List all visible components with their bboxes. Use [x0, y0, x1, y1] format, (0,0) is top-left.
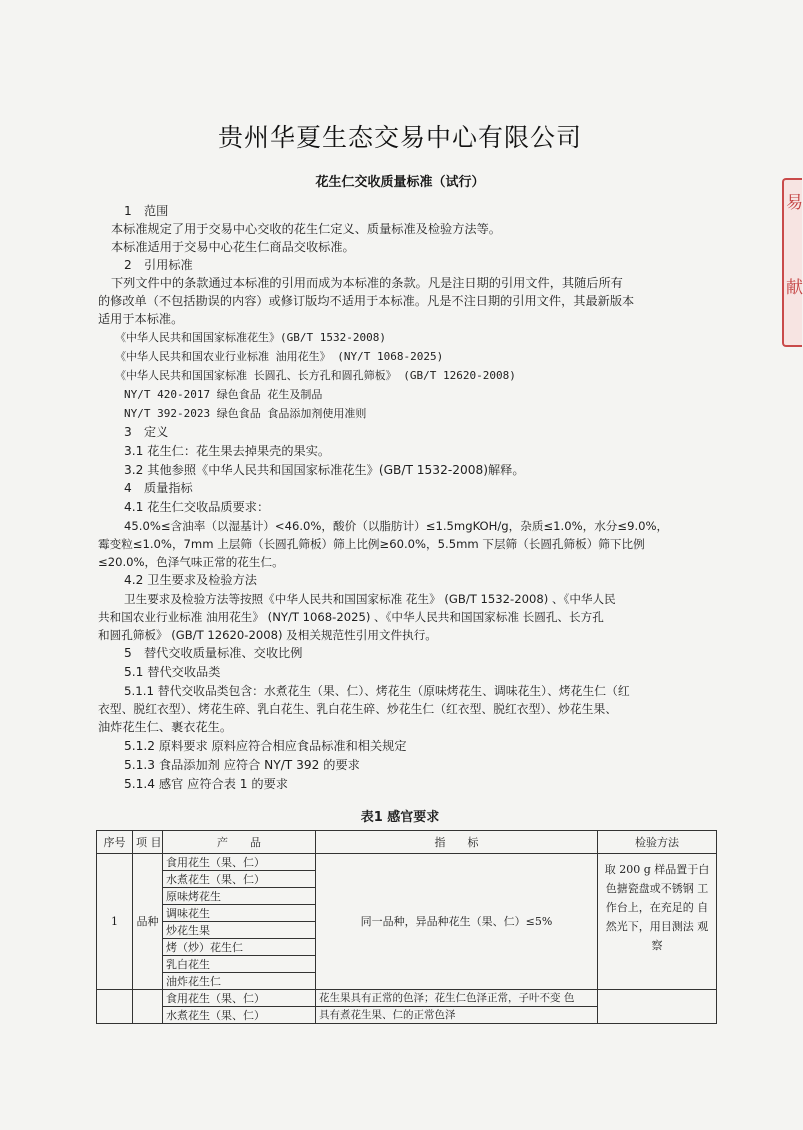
product-cell: 烤（炒）花生仁 — [163, 939, 316, 956]
indicator-cell: 同一品种，异品种花生（果、仁）≤5% — [316, 854, 598, 990]
paragraph-line: 3.1 花生仁：花生果去掉果壳的果实。 — [124, 444, 331, 458]
section-heading-3: 3 定义 — [124, 425, 169, 439]
header-seq: 序号 — [97, 831, 133, 854]
product-cell: 油炸花生仁 — [163, 973, 316, 990]
table-row — [97, 990, 717, 1007]
header-method: 检验方法 — [598, 831, 717, 854]
paragraph-line: 下列文件中的条款通过本标准的引用而成为本标准的条款。凡是注日期的引用文件，其随后所有 — [111, 276, 623, 290]
paragraph-line: 4.1 花生仁交收品质要求： — [124, 500, 270, 514]
paragraph-line: 卫生要求及检验方法等按照《中华人民共和国国家标准 花生》 (GB/T 1532-2008) 、《中华人民 — [124, 592, 616, 606]
section-heading-4: 4 质量指标 — [124, 481, 193, 495]
paragraph-line: 霉变粒≤1.0%，7mm 上层筛（长圆孔筛板）筛上比例≥60.0%，5.5mm 下层筛（长圆孔筛板）筛下比例 — [98, 537, 645, 551]
table-title: 表1 感官要求 — [360, 810, 440, 825]
header-product: 产 品 — [163, 831, 316, 854]
paragraph-line: 3.2 其他参照《中华人民共和国国家标准花生》(GB/T 1532-2008)解释。 — [124, 463, 525, 477]
stamp-char: 易 — [786, 193, 803, 213]
section-heading-1: 1 范围 — [124, 204, 169, 218]
paragraph-line: 衣型、脱红衣型）、烤花生碎、乳白花生、乳白花生碎、炒花生仁（红衣型、脱红衣型）、炒花生果、 — [98, 702, 618, 716]
seal-stamp — [782, 178, 802, 347]
indicator-cell: 花生果具有正常的色泽；花生仁色泽正常，子叶不变 色 — [316, 990, 598, 1007]
row-seq: 1 — [97, 854, 133, 990]
row-item-empty — [133, 990, 163, 1024]
paragraph-line: 共和国农业行业标准 油用花生》 (NY/T 1068-2025) 、《中华人民共和国国家标准 长圆孔、长方孔 — [98, 610, 604, 624]
product-cell: 水煮花生（果、仁） — [163, 871, 316, 888]
paragraph-line: 本标准规定了用于交易中心交收的花生仁定义、质量标准及检验方法等。 — [111, 222, 501, 236]
paragraph-line: 的修改单（不包括勘误的内容）或修订版均不适用于本标准。凡是不注日期的引用文件，其最新版本 — [98, 294, 635, 308]
product-cell: 调味花生 — [163, 905, 316, 922]
document-title: 花生仁交收质量标准（试行） — [315, 175, 485, 190]
product-cell: 原味烤花生 — [163, 888, 316, 905]
row-seq-empty — [97, 990, 133, 1024]
sensory-requirements-table — [96, 830, 717, 1024]
product-cell: 水煮花生（果、仁） — [163, 1007, 316, 1024]
reference-line: NY/T 420-2017 绿色食品 花生及制品 — [124, 388, 323, 401]
paragraph-line: 45.0%≤含油率（以湿基计）<46.0%，酸价（以脂肪计）≤1.5mgKOH/g，杂质≤1.0%，水分≤9.0%， — [124, 519, 669, 533]
paragraph-line: 5.1.2 原料要求 原料应符合相应食品标准和相关规定 — [124, 739, 407, 753]
company-name: 贵州华夏生态交易中心有限公司 — [217, 123, 582, 152]
product-cell: 食用花生（果、仁） — [163, 854, 316, 871]
row-item: 品种 — [133, 854, 163, 990]
table-header-row — [97, 831, 717, 854]
reference-line: 《中华人民共和国国家标准花生》(GB/T 1532-2008) — [115, 331, 386, 344]
paragraph-line: 本标准适用于交易中心花生仁商品交收标准。 — [111, 240, 355, 254]
header-item: 项 目 — [133, 831, 163, 854]
stamp-char: 献 — [786, 278, 803, 298]
section-heading: 4.2 卫生要求及检验方法 — [124, 573, 257, 587]
reference-line: 《中华人民共和国国家标准 长圆孔、长方孔和圆孔筛板》 (GB/T 12620-2008) — [115, 369, 516, 382]
paragraph-line: 适用于本标准。 — [98, 312, 184, 326]
paragraph-line: ≤20.0%，色泽气味正常的花生仁。 — [98, 555, 284, 569]
paragraph-line: 和圆孔筛板》 (GB/T 12620-2008) 及相关规范性引用文件执行。 — [98, 628, 437, 642]
reference-line: NY/T 392-2023 绿色食品 食品添加剂使用准则 — [124, 407, 367, 420]
paragraph-line: 油炸花生仁、裹衣花生。 — [98, 720, 233, 734]
paragraph-line: 5.1 替代交收品类 — [124, 665, 221, 679]
reference-line: 《中华人民共和国农业行业标准 油用花生》 (NY/T 1068-2025) — [115, 350, 444, 363]
table-row — [97, 854, 717, 871]
paragraph-line: 5.1.1 替代交收品类包含：水煮花生（果、仁）、烤花生（原味烤花生、调味花生）、烤花生仁（红 — [124, 684, 630, 698]
paragraph-line: 5.1.4 感官 应符合表 1 的要求 — [124, 777, 288, 791]
indicator-cell: 具有煮花生果、仁的正常色泽 — [316, 1007, 598, 1024]
section-heading-2: 2 引用标准 — [124, 258, 193, 272]
product-cell: 乳白花生 — [163, 956, 316, 973]
product-cell: 食用花生（果、仁） — [163, 990, 316, 1007]
header-indicator: 指 标 — [316, 831, 598, 854]
method-cell-empty — [598, 990, 717, 1024]
section-heading-5: 5 替代交收质量标准、交收比例 — [124, 646, 303, 660]
paragraph-line: 5.1.3 食品添加剂 应符合 NY/T 392 的要求 — [124, 758, 360, 772]
product-cell: 炒花生果 — [163, 922, 316, 939]
method-cell: 取 200 g 样品置于白色搪瓷盘或不锈钢 工作台上，在充足的 自然光下，用目测法 观察 — [598, 854, 717, 990]
